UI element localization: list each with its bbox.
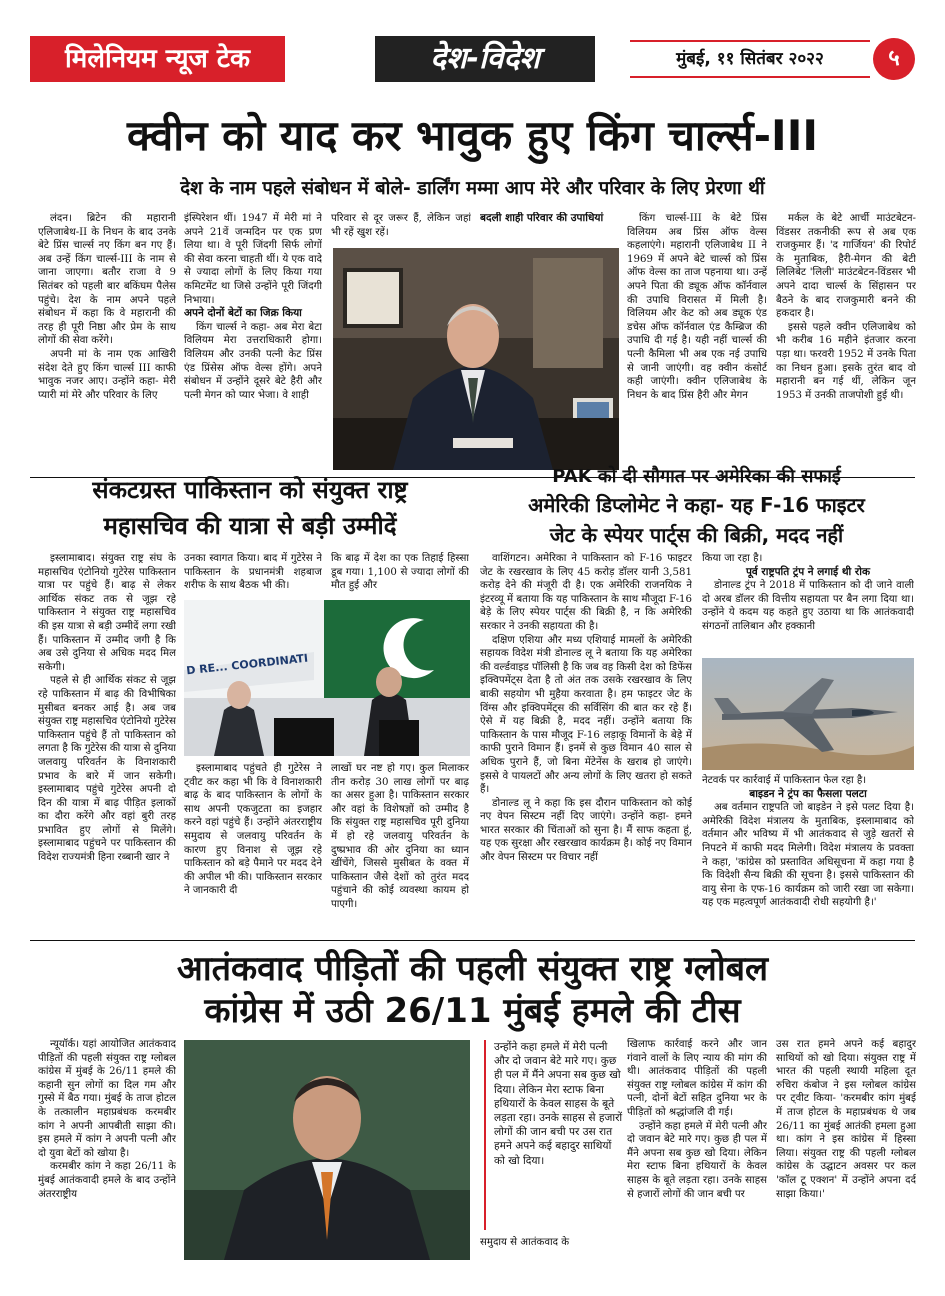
story4-para: उन्होंने कहा हमले में मेरी पत्नी और दो जवान बेटे मारे गए। कुछ ही पल में मैंने अपना सब कुछ खो दिया। लेकिन मेरा स्टाफ बिना हथियारों के केवल साहस के बूते लड़ता रहा। उनके साहस से हजारों लोगों की जान बची पर bbox=[627, 1120, 767, 1200]
photo-f16-jet bbox=[702, 658, 914, 770]
story1-column-1 bbox=[38, 212, 176, 470]
story1-para: इंस्पिरेशन थीं। 1947 में मेरी मां ने अपने 21वें जन्मदिन पर एक प्रण लिया था। वे पूरी जिंदगी सिर्फ लोगों की सेवा करना चाहती थीं। ये एक वादे से ज्यादा लोगों के लिए किया गया कमिटमेंट था जिसे उन्होंने पूरी जिंदगी निभाया। bbox=[184, 213, 322, 306]
story2-para: इस्लामाबाद पहुंचते ही गुटेरेस ने ट्वीट कर कहा भी कि वे विनाशकारी बाढ़ के बाद पाकिस्तान के लोगों के साथ अपनी एकजुटता का इजहार करने वहां पहुंचे हैं। उन्होंने अंतरराष्ट्रीय समुदाय से जलवायु परिवर्तन के कारण हुए विनाश से जूझ रहे पाकिस्तान को बड़े पैमाने पर मदद देने की अपील भी की। पाकिस्तान सरकार ने जानकारी दी bbox=[184, 763, 322, 897]
story2-para: इस्लामाबाद। संयुक्त राष्ट्र संघ के महासचिव एंटोनियो गुटेरेस पाकिस्तान यात्रा पर पहुंचे हैं। बाढ़ से लेकर आर्थिक संकट तक से जूझ रहे पाकिस्तान ने संयुक्त राष्ट्र महासचिव की इस यात्रा से बड़ी उम्मीदें लगा रखी हैं। पाकिस्तान में उम्मीद जगी है कि अब उसे दुनिया से अधिक मदद मिल सकेगी। bbox=[38, 553, 176, 673]
story3-para: दक्षिण एशिया और मध्य एशियाई मामलों के अमेरिकी सहायक विदेश मंत्री डोनाल्ड लू ने बताया कि यह अमेरिका की वर्ल्डवाइड पॉलिसी है कि जब वह किसी देश को डिफेंस इक्विपमेंट्स देता है तो अंत तक उसके रखरखाव के लिए बाकी सहयोग भी मुहैया करवाता है। हम फाइटर जेट के विंग्स और इक्विपमेंट्स की सर्विसिंग की बात कर रहे हैं। ऐसे में यह बिक्री है, मदद नहीं। उन्होंने बताया कि पाकिस्तान के पास मौजूद F-16 लड़ाकू विमानों के बेड़े में काफी पुराने विमान हैं। इनमें से कुछ विमान 40 साल से अधिक पुराने हैं, जो बिना मेंटेनेंस के खराब हो जाएंगे। इससे वे पायलटों और अन्य लोगों के लिए खतरा हो सकते हैं। bbox=[480, 634, 692, 796]
story1-column-2 bbox=[184, 212, 322, 470]
story2-headline-line2: महासचिव की यात्रा से बड़ी उम्मीदें bbox=[103, 512, 397, 540]
story2-headline-line1: संकटग्रस्त पाकिस्तान को संयुक्त राष्ट्र bbox=[92, 476, 408, 504]
story1-para: लंदन। ब्रिटेन की महारानी एलिजाबेथ-II के निधन के बाद उनके बेटे प्रिंस चार्ल्स नए किंग बन गए हैं। अब उन्हें किंग चार्ल्स-III के नाम से जाना जाएगा। बतौर राजा वे 9 सितंबर को पहली बार बकिंघम पैलेस पहुंचे। देश के नाम अपने पहले संबोधन में कहा कि वे महारानी की तरह ही पूरी निष्ठा और प्रेम के साथ लोगों की सेवा करेंगे। bbox=[38, 213, 176, 347]
photo-karambir-kang bbox=[184, 1040, 470, 1260]
story3-column-2-top bbox=[702, 552, 914, 654]
story4-quote: उन्होंने कहा हमले में मेरी पत्नी और दो जवान बेटे मारे गए। कुछ ही पल में मैंने अपना सब कुछ खो दिया। लेकिन मेरा स्टाफ बिना हथियारों के केवल साहस के बूते लड़ता रहा। उनके साहस से हजारों लोगों की जान बची पर उस रात हमने अपने कई बहादुर साथियों को खो दिया। bbox=[494, 1041, 623, 1167]
story1-subheading-titles: बदली शाही परिवार की उपाधियां bbox=[480, 212, 604, 224]
story3-para: डोनाल्ड ट्रंप ने 2018 में पाकिस्तान को दी जाने वाली दो अरब डॉलर की वित्तीय सहायता पर बैन लगा दिया था। उन्होंने ये कदम यह कहते हुए उठाया था कि आतंकवादी संगठनों तालिबान और हक्कानी bbox=[702, 580, 914, 632]
story2-para: कि बाढ़ में देश का एक तिहाई हिस्सा डूब गया। 1,100 से ज्यादा लोगों की मौत हुई और bbox=[331, 553, 469, 592]
photo-king-charles bbox=[333, 248, 619, 470]
story2-para: उनका स्वागत किया। बाद में गुटेरेस ने पाकिस्तान के प्रधानमंत्री शहबाज शरीफ के साथ बैठक भी की। bbox=[184, 553, 322, 592]
story1-headline: क्वीन को याद कर भावुक हुए किंग चार्ल्स-III bbox=[127, 111, 818, 160]
story1-para: किंग चार्ल्स ने कहा- अब मेरा बेटा विलियम मेरा उत्तराधिकारी होगा। विलियम और उनकी पत्नी केट प्रिंस एंड प्रिंसेस ऑफ वेल्स होंगे। अपने संबोधन में उन्होंने दूसरे बेटे हैरी और पत्नी मेगन को प्यार भेजा। वे शाही bbox=[184, 321, 322, 401]
story4-pullquote bbox=[484, 1040, 624, 1230]
story1-para: किंग चार्ल्स-III के बेटे प्रिंस विलियम अब प्रिंस ऑफ वेल्स कहलाएंगे। महारानी एलिजाबेथ II ने 1969 में अपने बेटे चार्ल्स को प्रिंस ऑफ वेल्स का ताज पहनाया था। उन्हें अपने पिता की ड्यूक ऑफ कॉर्नवाल की उपाधि विरासत में मिली है। विलियम और केट को अब ड्यूक एंड डचेस ऑफ कॉर्नवाल एंड कैम्ब्रिज की उपाधि दी गई है। यही नहीं चार्ल्स की पत्नी कैमिला भी अब एक नई उपाधि से जानी जाएंगी। वह क्वीन कंसोर्ट कही जाएंगी। क्वीन एलिजाबेथ के निधन के बाद प्रिंस हैरी और मेगन bbox=[627, 213, 767, 401]
story4-headline bbox=[30, 948, 915, 1032]
story3-headline-line1: अमेरिकी डिप्लोमेट ने कहा- यह F-16 फाइटर bbox=[528, 493, 865, 517]
story1-para: इससे पहले क्वीन एलिजाबेथ को भी करीब 16 महीने इंतजार करना पड़ा था। फरवरी 1952 में उनके पिता का निधन हुआ। इसके तुरंत बाद वो महारानी बन गई थीं, लेकिन जून 1953 में उनकी ताजपोशी हुई थी। bbox=[776, 321, 916, 401]
story3-para: वाशिंगटन। अमेरिका ने पाकिस्तान को F-16 फाइटर जेट के रखरखाव के लिए 45 करोड़ डॉलर यानी 3,581 करोड़ देने की मंजूरी दी है। एक अमेरिकी राजनयिक ने इंटरव्यू में बताया कि यह पाकिस्तान के साथ मौजूदा F-16 बेड़े के लिए स्पेयर पार्ट्स की बिक्री है, न कि अमेरिकी सरकार ने उनकी सहायता की है। bbox=[480, 553, 692, 632]
story4-headline-line2: कांग्रेस में उठी 26/11 मुंबई हमले की टीस bbox=[204, 991, 741, 1031]
story4-para: करमबीर कांग ने कहा 26/11 के मुंबई आतंकवादी हमले के बाद उन्होंने अंतरराष्ट्रीय bbox=[38, 1161, 176, 1200]
story3-column-1 bbox=[480, 552, 692, 930]
masthead bbox=[30, 36, 915, 82]
story2-column-2 bbox=[184, 762, 322, 930]
story1-column-4 bbox=[627, 212, 767, 470]
story2-column-1 bbox=[38, 552, 176, 930]
story3-para: अब वर्तमान राष्ट्रपति जो बाइडेन ने इसे पलट दिया है। अमेरिकी विदेश मंत्रालय के मुताबिक, इस्लामाबाद को वर्तमान और भविष्य में भी आतंकवाद से जुड़े खतरों से निपटने में काफी मदद मिलेगी। विदेश मंत्रालय के प्रवक्ता ने कहा, 'कांग्रेस को प्रस्तावित अधिसूचना में कहा गया है कि विदेशी सैन्य बिक्री की सूचना है। इससे पाकिस्तान की वायु सेना के एफ-16 कार्यक्रम को जारी रखा जा सकेगा। यह एक महत्वपूर्ण आतंकवादी रोधी सहयोगी है।' bbox=[702, 802, 914, 909]
story4-para: उस रात हमने अपने कई बहादुर साथियों को खो दिया। संयुक्त राष्ट्र में भारत की पहली स्थायी महिला दूत रुचिरा कंबोज ने इस ग्लोबल कांग्रेस पर ट्वीट किया- 'करमबीर कांग मुंबई में ताज होटल के महाप्रबंधक थे जब 26/11 का मुंबई आतंकी हमला हुआ था। कांग ने इस कांग्रेस में हिस्सा लिया। संयुक्त राष्ट्र की पहली ग्लोबल कांग्रेस के उद्घाटन अवसर पर कल 'कॉल टू एक्शन' में उन्होंने अपना दर्द साझा किया।' bbox=[776, 1039, 916, 1200]
dateline: मुंबई, ११ सितंबर २०२२ bbox=[630, 40, 870, 78]
story4-para: न्यूयॉर्क। यहां आयोजित आतंकवाद पीड़ितों की पहली संयुक्त राष्ट्र ग्लोबल कांग्रेस में मुंबई के 26/11 हमले की कहानी सुन लोगों का दिल गम और गुस्से में बैठ गया। मुंबई के ताज होटल के तत्कालीन महाप्रबंधक करमबीर कांग ने अपनी आपबीती साझा की। इस हमले में कांग ने अपनी पत्नी और दो युवा बेटों को खोया है। bbox=[38, 1039, 176, 1159]
story2-para: पहले से ही आर्थिक संकट से जूझ रहे पाकिस्तान में बाढ़ की विभीषिका मुसीबत बनकर आई है। अब जब संयुक्त राष्ट्र महासचिव एंटोनियो गुटेरेस पाकिस्तान पहुंचे हैं तो पाकिस्तान को लगता है कि गुटेरेस की यात्रा से दुनिया जलवायु परिवर्तन के विनाशकारी प्रभाव के बारे में जान सकेगी। इस्लामाबाद पहुंचे गुटेरेस अपनी दो दिन की यात्रा में बाढ़ पीड़ित इलाकों का दौरा करेंगे और वहां बुरी तरह प्रभावित हुए लोगों से मिलेंगे। इस्लामाबाद पहुंचने पर पाकिस्तान की विदेश राज्यमंत्री हिना रब्बानी खार ने bbox=[38, 675, 176, 864]
photo-banner-text: D RE... COORDINATI bbox=[185, 651, 309, 678]
story2-headline bbox=[30, 472, 470, 544]
story3-headline bbox=[478, 490, 915, 550]
story1-subheading: अपने दोनों बेटों का जिक्र किया bbox=[184, 307, 302, 320]
story1-column-3-top bbox=[331, 212, 471, 244]
story3-subheading: पूर्व राष्ट्रपति ट्रंप ने लगाई थी रोक bbox=[745, 565, 871, 578]
story4-column-4 bbox=[627, 1038, 767, 1260]
divider bbox=[30, 940, 915, 941]
story4-column-3-bottom bbox=[480, 1236, 624, 1254]
story4-para: खिलाफ कार्रवाई करने और जान गंवाने वालों के लिए न्याय की मांग की थी। आतंकवाद पीड़ितों की पहली संयुक्त राष्ट्र ग्लोबल कांग्रेस में कांग की पत्नी, दोनों बेटों सहित दुनिया भर के पीड़ितों को श्रद्धांजलि दी गई। bbox=[627, 1039, 767, 1118]
story1-column-5 bbox=[776, 212, 916, 470]
story4-para: समुदाय से आतंकवाद के bbox=[480, 1237, 570, 1248]
story3-kicker: PAK को दी सौगात पर अमेरिका की सफाई bbox=[552, 466, 841, 487]
story3-para: डोनाल्ड लू ने कहा कि इस दौरान पाकिस्तान को कोई नए वेपन सिस्टम नहीं दिए जाएंगे। उन्होंने कहा- हमने भारत सरकार की चिंताओं को सुना है। मैं साफ कहता हूं, यह एक सुरक्षा और रखरखाव कार्यक्रम है। कोई नए विमान और वेपन सिस्टम पर विचार नहीं bbox=[480, 797, 692, 864]
story1-para: मर्कल के बेटे आर्ची माउंटबेटन-विंडसर तकनीकी रूप से अब एक राजकुमार हैं। 'द गार्जियन' की रिपोर्ट के मुताबिक, हैरी-मेगन की बेटी लिलिबेट 'लिली' माउंटबेटन-विंडसर भी अपने दादा चार्ल्स के सिंहासन पर बैठने के बाद राजकुमारी बनने की हकदार है। bbox=[776, 213, 916, 320]
story3-para: नेटवर्क पर कार्रवाई में पाकिस्तान फेल रहा है। bbox=[702, 775, 867, 786]
page-number: ५ bbox=[873, 38, 915, 80]
story2-column-3 bbox=[331, 762, 469, 930]
story4-column-1 bbox=[38, 1038, 176, 1260]
story2-column-2-top bbox=[184, 552, 322, 596]
story1-para: परिवार से दूर जरूर हैं, लेकिन जहां भी रहें खुश रहें। bbox=[331, 213, 471, 238]
story1-subhead: देश के नाम पहले संबोधन में बोले- डार्लिंग मम्मा आप मेरे और परिवार के लिए प्रेरणा थीं bbox=[180, 178, 765, 199]
story2-para: लाखों घर नष्ट हो गए। कुल मिलाकर तीन करोड़ 30 लाख लोगों पर बाढ़ का असर हुआ है। पाकिस्तान सरकार और वहां के विशेषज्ञों को उम्मीद है कि संयुक्त राष्ट्र महासचिव पूरी दुनिया में हो रहे जलवायु परिवर्तन के दुष्प्रभाव की ओर दुनिया का ध्यान खींचेंगे, जिससे मुसीबत के वक्त में पाकिस्तान जैसे देशों को तुरंत मदद पहुंचाने की कोई व्यवस्था कायम हो पाएगी। bbox=[331, 763, 469, 910]
photo-guterres-sharif bbox=[184, 600, 470, 756]
story4-column-5 bbox=[776, 1038, 916, 1260]
story1-para: अपनी मां के नाम एक आखिरी संदेश देते हुए किंग चार्ल्स III काफी भावुक नजर आए। उन्होंने कहा- मेरी प्यारी मां मेरे और परिवार के लिए bbox=[38, 348, 176, 401]
story4-headline-line1: आतंकवाद पीड़ितों की पहली संयुक्त राष्ट्र ग्लोबल bbox=[176, 949, 769, 989]
story3-subheading: बाइडन ने ट्रंप का फैसला पलटा bbox=[749, 787, 867, 800]
story3-column-2 bbox=[702, 774, 914, 930]
publication-name: मिलेनियम न्यूज टेक bbox=[30, 36, 285, 82]
story3-headline-line2: जेट के स्पेयर पार्ट्स की बिक्री, मदद नहीं bbox=[549, 523, 844, 547]
story3-para: किया जा रहा है। bbox=[702, 553, 763, 564]
story2-column-3-top bbox=[331, 552, 469, 596]
section-name: देश-विदेश bbox=[375, 36, 595, 82]
